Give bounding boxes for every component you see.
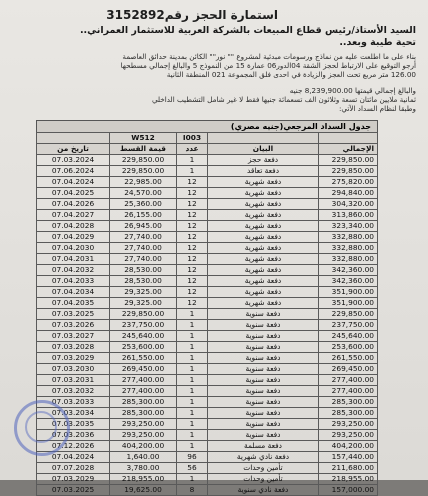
row-amount: 269,450.00 bbox=[110, 364, 177, 375]
row-date: 07.03.2028 bbox=[37, 342, 110, 353]
row-amount: 277,400.00 bbox=[110, 375, 177, 386]
row-amount: 229,850.00 bbox=[110, 166, 177, 177]
row-amount: 253,600.00 bbox=[110, 342, 177, 353]
row-amount: 28,530.00 bbox=[110, 276, 177, 287]
row-date: 07.03.2031 bbox=[37, 375, 110, 386]
row-desc: دفعة شهرية bbox=[208, 188, 319, 199]
row-desc: دفعة سنوية bbox=[208, 353, 319, 364]
row-desc: دفعة سنوية bbox=[208, 386, 319, 397]
row-total: 332,880.00 bbox=[319, 254, 378, 265]
table-row bbox=[37, 397, 378, 408]
row-count: 56 bbox=[177, 463, 208, 474]
row-total: 261,550.00 bbox=[319, 353, 378, 364]
row-amount: 27,740.00 bbox=[110, 243, 177, 254]
row-total: 285,300.00 bbox=[319, 397, 378, 408]
row-date: 07.04.2035 bbox=[37, 298, 110, 309]
row-total: 404,200.00 bbox=[319, 441, 378, 452]
row-date: 07.04.2025 bbox=[37, 188, 110, 199]
row-amount: 237,750.00 bbox=[110, 320, 177, 331]
row-count: 1 bbox=[177, 320, 208, 331]
row-date: 07.04.2027 bbox=[37, 210, 110, 221]
row-date: 07.03.2035 bbox=[37, 419, 110, 430]
table-row bbox=[37, 188, 378, 199]
intro-line-area: 126.00 متر مربع تحت العجز والزيادة في احدى فلق المجموعة 021 المنطقة الثانية bbox=[166, 70, 416, 79]
code-b: I003 bbox=[177, 133, 208, 144]
row-date: 07.07.2028 bbox=[37, 463, 110, 474]
row-desc: دفعة شهرية bbox=[208, 276, 319, 287]
row-date: 07.03.2036 bbox=[37, 430, 110, 441]
table-row bbox=[37, 177, 378, 188]
row-amount: 26,945.00 bbox=[110, 221, 177, 232]
table-row bbox=[37, 474, 378, 485]
page-title: استمارة الحجز رقم3152892 bbox=[106, 8, 278, 22]
row-desc: دفعة سنوية bbox=[208, 331, 319, 342]
row-date: 07.04.2030 bbox=[37, 243, 110, 254]
row-amount: 229,850.00 bbox=[110, 155, 177, 166]
row-count: 12 bbox=[177, 232, 208, 243]
row-date: 07.03.2029 bbox=[37, 353, 110, 364]
row-amount: 29,325.00 bbox=[110, 298, 177, 309]
intro-line-project: بناء على ما اطلعت عليه من نماذج ورسومات مبدئية لمشروع "" نور"" الكائن بمدينة حدائق العاصمة bbox=[122, 52, 416, 61]
row-total: 351,900.00 bbox=[319, 298, 378, 309]
row-date: 07.04.2034 bbox=[37, 287, 110, 298]
row-amount: 28,530.00 bbox=[110, 265, 177, 276]
table-header bbox=[37, 144, 378, 155]
row-count: 1 bbox=[177, 155, 208, 166]
row-date: 07.03.2034 bbox=[37, 408, 110, 419]
row-date: 07.03.2024 bbox=[37, 155, 110, 166]
col-date: تاريخ من bbox=[37, 144, 110, 155]
row-count: 1 bbox=[177, 364, 208, 375]
row-total: 293,250.00 bbox=[319, 430, 378, 441]
row-date: 07.04.2028 bbox=[37, 221, 110, 232]
row-total: 218,955.00 bbox=[319, 474, 378, 485]
row-date: 07.03.2030 bbox=[37, 364, 110, 375]
row-total: 157,000.00 bbox=[319, 485, 378, 496]
row-count: 1 bbox=[177, 309, 208, 320]
table-row bbox=[37, 166, 378, 177]
row-count: 12 bbox=[177, 210, 208, 221]
row-total: 304,320.00 bbox=[319, 199, 378, 210]
row-count: 1 bbox=[177, 408, 208, 419]
intro-line-schedule: وطبقا لنظام السداد الآتي: bbox=[338, 104, 416, 113]
row-amount: 27,740.00 bbox=[110, 232, 177, 243]
row-date: 07.03.2025 bbox=[37, 309, 110, 320]
row-count: 96 bbox=[177, 452, 208, 463]
row-amount: 27,740.00 bbox=[110, 254, 177, 265]
row-total: 253,600.00 bbox=[319, 342, 378, 353]
table-body bbox=[37, 155, 378, 496]
table-row bbox=[37, 265, 378, 276]
row-total: 313,860.00 bbox=[319, 210, 378, 221]
intro-line-price: والبالغ إجمالي قيمتها 8,239,900.00 جنيه bbox=[289, 86, 416, 95]
row-amount: 285,300.00 bbox=[110, 408, 177, 419]
row-amount: 3,780.00 bbox=[110, 463, 177, 474]
table-row bbox=[37, 276, 378, 287]
row-amount: 218,955.00 bbox=[110, 474, 177, 485]
header-blank bbox=[37, 133, 110, 144]
intro-line-price-words: ثمانية ملايين مائتان تسعة وثلاثون الف تسعمائة جنيها فقط لا غير شامل التشطيب الداخلي bbox=[151, 95, 416, 104]
row-amount: 25,360.00 bbox=[110, 199, 177, 210]
row-count: 8 bbox=[177, 485, 208, 496]
row-count: 1 bbox=[177, 342, 208, 353]
row-count: 1 bbox=[177, 331, 208, 342]
row-total: 323,340.00 bbox=[319, 221, 378, 232]
row-amount: 29,325.00 bbox=[110, 287, 177, 298]
row-date: 07.04.2029 bbox=[37, 232, 110, 243]
row-date: 07.03.2032 bbox=[37, 386, 110, 397]
row-count: 1 bbox=[177, 441, 208, 452]
row-desc: دفعة سنوية bbox=[208, 320, 319, 331]
row-desc: دفعة سنوية bbox=[208, 430, 319, 441]
row-desc: دفعة شهرية bbox=[208, 232, 319, 243]
row-date: 07.03.2025 bbox=[37, 485, 110, 496]
row-date: 07.04.2032 bbox=[37, 265, 110, 276]
row-date: 07.03.2026 bbox=[37, 320, 110, 331]
row-total: 277,400.00 bbox=[319, 386, 378, 397]
payment-schedule-table bbox=[36, 132, 378, 496]
row-amount: 24,570.00 bbox=[110, 188, 177, 199]
row-total: 285,300.00 bbox=[319, 408, 378, 419]
row-total: 211,680.00 bbox=[319, 463, 378, 474]
row-count: 1 bbox=[177, 430, 208, 441]
table-row bbox=[37, 210, 378, 221]
addressee-line: السيد الأستاذ/رئيس قطاع المبيعات بالشركة العربية للاستثمار العمراني.. bbox=[79, 25, 416, 36]
row-total: 294,840.00 bbox=[319, 188, 378, 199]
row-desc: دفعة شهرية bbox=[208, 287, 319, 298]
table-row bbox=[37, 243, 378, 254]
table-row bbox=[37, 298, 378, 309]
row-amount: 26,155.00 bbox=[110, 210, 177, 221]
table-row bbox=[37, 287, 378, 298]
row-count: 1 bbox=[177, 166, 208, 177]
table-row bbox=[37, 375, 378, 386]
row-amount: 261,550.00 bbox=[110, 353, 177, 364]
row-desc: دفعة سنوية bbox=[208, 364, 319, 375]
row-amount: 404,200.00 bbox=[110, 441, 177, 452]
table-row bbox=[37, 232, 378, 243]
row-amount: 22,985.00 bbox=[110, 177, 177, 188]
table-row bbox=[37, 155, 378, 166]
table-row bbox=[37, 353, 378, 364]
row-total: 351,900.00 bbox=[319, 287, 378, 298]
row-total: 293,250.00 bbox=[319, 419, 378, 430]
row-desc: دفعة حجز bbox=[208, 155, 319, 166]
table-row bbox=[37, 199, 378, 210]
row-count: 12 bbox=[177, 177, 208, 188]
row-desc: دفعة شهرية bbox=[208, 265, 319, 276]
code-a: W512 bbox=[110, 133, 177, 144]
row-desc: دفعة شهرية bbox=[208, 243, 319, 254]
row-count: 12 bbox=[177, 243, 208, 254]
row-desc: دفعة سنوية bbox=[208, 309, 319, 320]
table-row bbox=[37, 254, 378, 265]
row-count: 1 bbox=[177, 419, 208, 430]
row-desc: دفعة سنوية bbox=[208, 342, 319, 353]
table-row bbox=[37, 452, 378, 463]
table-header-codes bbox=[37, 133, 378, 144]
row-amount: 1,640.00 bbox=[110, 452, 177, 463]
col-count: عدد bbox=[177, 144, 208, 155]
row-date: 07.04.2024 bbox=[37, 177, 110, 188]
table-row bbox=[37, 331, 378, 342]
row-count: 1 bbox=[177, 375, 208, 386]
greeting-line: تحية طيبة وبعد.. bbox=[339, 37, 416, 48]
col-desc: البيان bbox=[208, 144, 319, 155]
row-desc: تأمين وحدات bbox=[208, 474, 319, 485]
table-row bbox=[37, 441, 378, 452]
row-count: 12 bbox=[177, 221, 208, 232]
row-count: 1 bbox=[177, 353, 208, 364]
row-desc: دفعة شهرية bbox=[208, 177, 319, 188]
row-total: 157,440.00 bbox=[319, 452, 378, 463]
row-total: 229,850.00 bbox=[319, 166, 378, 177]
row-total: 342,360.00 bbox=[319, 265, 378, 276]
row-amount: 293,250.00 bbox=[110, 419, 177, 430]
table-row bbox=[37, 419, 378, 430]
row-date: 07.12.2026 bbox=[37, 441, 110, 452]
row-desc: دفعة شهرية bbox=[208, 199, 319, 210]
row-date: 07.03.2033 bbox=[37, 397, 110, 408]
row-total: 237,750.00 bbox=[319, 320, 378, 331]
row-total: 229,850.00 bbox=[319, 309, 378, 320]
row-desc: دفعة مسلمة bbox=[208, 441, 319, 452]
table-row bbox=[37, 408, 378, 419]
row-total: 269,450.00 bbox=[319, 364, 378, 375]
intro-line-unit: أرجو التوقيع على الارتباط لحجز الشقة 04الدور06 عمارة 15 من النموذج 5 والبالغ إجمالي مسطحها bbox=[120, 61, 416, 70]
table-row bbox=[37, 342, 378, 353]
row-count: 1 bbox=[177, 397, 208, 408]
row-date: 07.06.2024 bbox=[37, 166, 110, 177]
row-count: 12 bbox=[177, 188, 208, 199]
row-count: 12 bbox=[177, 199, 208, 210]
row-date: 07.04.2033 bbox=[37, 276, 110, 287]
row-desc: دفعة نادي شهرية bbox=[208, 452, 319, 463]
row-date: 07.04.2024 bbox=[37, 452, 110, 463]
row-total: 342,360.00 bbox=[319, 276, 378, 287]
row-total: 332,880.00 bbox=[319, 243, 378, 254]
header-blank-2 bbox=[208, 133, 319, 144]
row-amount: 229,850.00 bbox=[110, 309, 177, 320]
table-row bbox=[37, 320, 378, 331]
row-desc: دفعة شهرية bbox=[208, 298, 319, 309]
row-desc: دفعة سنوية bbox=[208, 419, 319, 430]
schedule-section-title: جدول السداد المرجعي(جنيه مصري) bbox=[36, 120, 378, 133]
row-total: 332,880.00 bbox=[319, 232, 378, 243]
row-desc: دفعة سنوية bbox=[208, 397, 319, 408]
row-count: 12 bbox=[177, 298, 208, 309]
row-desc: دفعة شهرية bbox=[208, 254, 319, 265]
row-date: 07.04.2031 bbox=[37, 254, 110, 265]
row-count: 12 bbox=[177, 265, 208, 276]
row-total: 229,850.00 bbox=[319, 155, 378, 166]
row-date: 07.03.2029 bbox=[37, 474, 110, 485]
row-amount: 19,625.00 bbox=[110, 485, 177, 496]
row-date: 07.04.2026 bbox=[37, 199, 110, 210]
row-desc: دفعة سنوية bbox=[208, 375, 319, 386]
row-amount: 293,250.00 bbox=[110, 430, 177, 441]
row-count: 12 bbox=[177, 287, 208, 298]
row-amount: 245,640.00 bbox=[110, 331, 177, 342]
col-amount: قيمة القسط bbox=[110, 144, 177, 155]
row-desc: تأمين وحدات bbox=[208, 463, 319, 474]
row-total: 277,400.00 bbox=[319, 375, 378, 386]
table-row bbox=[37, 221, 378, 232]
row-total: 245,640.00 bbox=[319, 331, 378, 342]
row-count: 1 bbox=[177, 386, 208, 397]
header-blank-3 bbox=[319, 133, 378, 144]
row-amount: 285,300.00 bbox=[110, 397, 177, 408]
row-desc: دفعة سنوية bbox=[208, 408, 319, 419]
row-count: 12 bbox=[177, 276, 208, 287]
table-row bbox=[37, 430, 378, 441]
table-row bbox=[37, 485, 378, 496]
row-count: 1 bbox=[177, 474, 208, 485]
row-date: 07.03.2027 bbox=[37, 331, 110, 342]
row-desc: دفعة شهرية bbox=[208, 210, 319, 221]
col-total: الإجمالي bbox=[319, 144, 378, 155]
table-row bbox=[37, 364, 378, 375]
row-amount: 277,400.00 bbox=[110, 386, 177, 397]
row-desc: دفعة تعاقد bbox=[208, 166, 319, 177]
row-count: 12 bbox=[177, 254, 208, 265]
table-row bbox=[37, 463, 378, 474]
table-row bbox=[37, 309, 378, 320]
row-desc: دفعة شهرية bbox=[208, 221, 319, 232]
row-total: 275,820.00 bbox=[319, 177, 378, 188]
company-seal-stamp bbox=[14, 400, 70, 456]
table-row bbox=[37, 386, 378, 397]
row-desc: دفعة نادي سنوية bbox=[208, 485, 319, 496]
